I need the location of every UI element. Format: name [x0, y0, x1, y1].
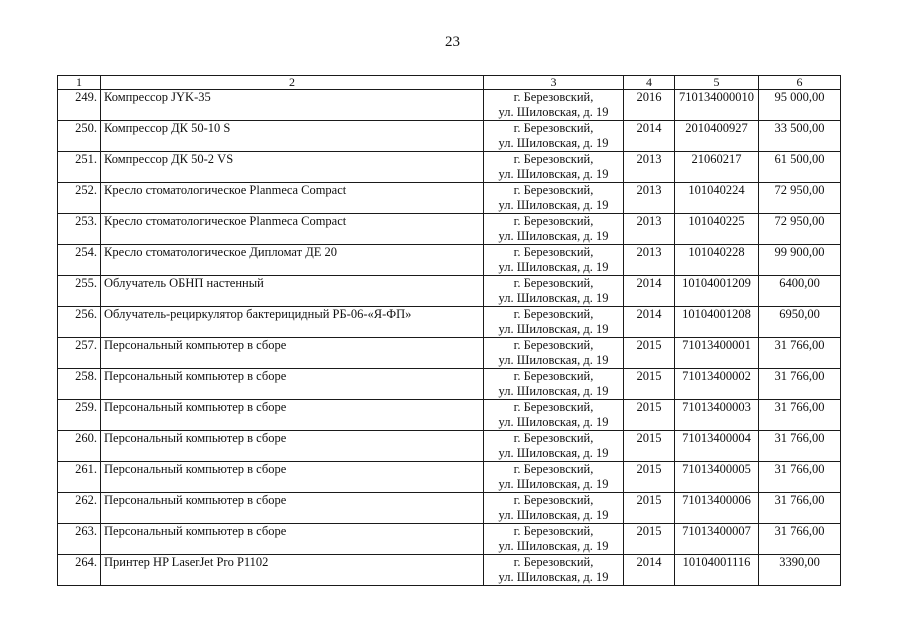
- item-inventory-number: 71013400002: [675, 369, 759, 400]
- address-city: г. Березовский,: [513, 493, 594, 507]
- item-cost: 72 950,00: [759, 183, 841, 214]
- item-year: 2013: [624, 214, 675, 245]
- table-row: [58, 276, 841, 307]
- item-address: [484, 245, 624, 276]
- address-city: г. Березовский,: [513, 431, 594, 445]
- address-street: ул. Шиловская, д. 19: [498, 167, 609, 181]
- item-name: Облучатель-рециркулятор бактерицидный РБ-06-«Я-ФП»: [101, 307, 484, 338]
- item-year: 2013: [624, 245, 675, 276]
- item-cost: 31 766,00: [759, 462, 841, 493]
- header-cell-2: 2: [101, 76, 484, 90]
- item-year: 2015: [624, 338, 675, 369]
- address-city: г. Березовский,: [513, 338, 594, 352]
- item-cost: 61 500,00: [759, 152, 841, 183]
- header-cell-1: 1: [58, 76, 101, 90]
- item-year: 2016: [624, 90, 675, 121]
- item-inventory-number: 71013400007: [675, 524, 759, 555]
- item-year: 2014: [624, 121, 675, 152]
- item-address: [484, 183, 624, 214]
- row-number: 261.: [58, 462, 101, 493]
- table-body: [58, 76, 841, 586]
- item-inventory-number: 71013400001: [675, 338, 759, 369]
- address-street: ул. Шиловская, д. 19: [498, 508, 609, 522]
- item-name: Персональный компьютер в сборе: [101, 400, 484, 431]
- item-cost: 31 766,00: [759, 369, 841, 400]
- item-year: 2015: [624, 524, 675, 555]
- row-number: 254.: [58, 245, 101, 276]
- item-name: Компрессор ДК 50-2 VS: [101, 152, 484, 183]
- table-row: [58, 214, 841, 245]
- item-name: Персональный компьютер в сборе: [101, 524, 484, 555]
- table-row: [58, 338, 841, 369]
- item-inventory-number: 10104001209: [675, 276, 759, 307]
- item-inventory-number: 10104001208: [675, 307, 759, 338]
- item-name: Кресло стоматологическое Planmeca Compact: [101, 214, 484, 245]
- address-street: ул. Шиловская, д. 19: [498, 322, 609, 336]
- row-number: 257.: [58, 338, 101, 369]
- item-address: [484, 400, 624, 431]
- row-number: 252.: [58, 183, 101, 214]
- item-cost: 6400,00: [759, 276, 841, 307]
- table-row: [58, 183, 841, 214]
- address-city: г. Березовский,: [513, 121, 594, 135]
- item-name: Персональный компьютер в сборе: [101, 462, 484, 493]
- address-city: г. Березовский,: [513, 276, 594, 290]
- item-inventory-number: 71013400006: [675, 493, 759, 524]
- item-name: Компрессор JYK-35: [101, 90, 484, 121]
- table-row: [58, 555, 841, 586]
- address-city: г. Березовский,: [513, 307, 594, 321]
- item-cost: 99 900,00: [759, 245, 841, 276]
- address-street: ул. Шиловская, д. 19: [498, 446, 609, 460]
- item-address: [484, 307, 624, 338]
- address-street: ул. Шиловская, д. 19: [498, 260, 609, 274]
- item-address: [484, 90, 624, 121]
- address-city: г. Березовский,: [513, 462, 594, 476]
- item-name: Персональный компьютер в сборе: [101, 369, 484, 400]
- address-street: ул. Шиловская, д. 19: [498, 353, 609, 367]
- table-row: [58, 431, 841, 462]
- address-city: г. Березовский,: [513, 152, 594, 166]
- item-address: [484, 276, 624, 307]
- address-city: г. Березовский,: [513, 214, 594, 228]
- item-name: Персональный компьютер в сборе: [101, 493, 484, 524]
- item-name: Компрессор ДК 50-10 S: [101, 121, 484, 152]
- item-year: 2013: [624, 152, 675, 183]
- table-row: [58, 307, 841, 338]
- item-inventory-number: 101040225: [675, 214, 759, 245]
- row-number: 250.: [58, 121, 101, 152]
- item-name: Персональный компьютер в сборе: [101, 338, 484, 369]
- item-cost: 3390,00: [759, 555, 841, 586]
- item-year: 2015: [624, 431, 675, 462]
- item-name: Облучатель ОБНП настенный: [101, 276, 484, 307]
- inventory-table: [57, 75, 841, 586]
- header-cell-5: 5: [675, 76, 759, 90]
- address-street: ул. Шиловская, д. 19: [498, 229, 609, 243]
- row-number: 251.: [58, 152, 101, 183]
- address-street: ул. Шиловская, д. 19: [498, 539, 609, 553]
- address-city: г. Березовский,: [513, 369, 594, 383]
- item-name: Принтер HP LaserJet Pro P1102: [101, 555, 484, 586]
- item-inventory-number: 101040224: [675, 183, 759, 214]
- address-street: ул. Шиловская, д. 19: [498, 384, 609, 398]
- item-year: 2014: [624, 276, 675, 307]
- header-cell-3: 3: [484, 76, 624, 90]
- item-inventory-number: 101040228: [675, 245, 759, 276]
- row-number: 263.: [58, 524, 101, 555]
- item-address: [484, 524, 624, 555]
- table-row: [58, 524, 841, 555]
- item-year: 2015: [624, 493, 675, 524]
- row-number: 262.: [58, 493, 101, 524]
- item-year: 2015: [624, 462, 675, 493]
- item-inventory-number: 10104001116: [675, 555, 759, 586]
- item-name: Кресло стоматологическое Planmeca Compact: [101, 183, 484, 214]
- row-number: 255.: [58, 276, 101, 307]
- table-header-row: [58, 76, 841, 90]
- item-address: [484, 214, 624, 245]
- header-cell-6: 6: [759, 76, 841, 90]
- address-city: г. Березовский,: [513, 400, 594, 414]
- item-cost: 6950,00: [759, 307, 841, 338]
- address-city: г. Березовский,: [513, 245, 594, 259]
- row-number: 259.: [58, 400, 101, 431]
- row-number: 249.: [58, 90, 101, 121]
- item-cost: 31 766,00: [759, 524, 841, 555]
- item-year: 2015: [624, 400, 675, 431]
- item-inventory-number: 71013400005: [675, 462, 759, 493]
- address-city: г. Березовский,: [513, 555, 594, 569]
- item-year: 2013: [624, 183, 675, 214]
- page-number: 23: [445, 34, 460, 50]
- item-address: [484, 338, 624, 369]
- item-address: [484, 555, 624, 586]
- address-street: ул. Шиловская, д. 19: [498, 136, 609, 150]
- table-row: [58, 462, 841, 493]
- item-address: [484, 462, 624, 493]
- table-row: [58, 400, 841, 431]
- item-cost: 31 766,00: [759, 431, 841, 462]
- item-inventory-number: 710134000010: [675, 90, 759, 121]
- address-city: г. Березовский,: [513, 524, 594, 538]
- item-address: [484, 431, 624, 462]
- item-name: Персональный компьютер в сборе: [101, 431, 484, 462]
- item-year: 2015: [624, 369, 675, 400]
- address-street: ул. Шиловская, д. 19: [498, 415, 609, 429]
- address-street: ул. Шиловская, д. 19: [498, 477, 609, 491]
- table-row: [58, 90, 841, 121]
- row-number: 258.: [58, 369, 101, 400]
- item-cost: 72 950,00: [759, 214, 841, 245]
- address-street: ул. Шиловская, д. 19: [498, 291, 609, 305]
- item-cost: 95 000,00: [759, 90, 841, 121]
- item-inventory-number: 2010400927: [675, 121, 759, 152]
- header-cell-4: 4: [624, 76, 675, 90]
- row-number: 260.: [58, 431, 101, 462]
- item-address: [484, 121, 624, 152]
- item-cost: 31 766,00: [759, 400, 841, 431]
- item-year: 2014: [624, 307, 675, 338]
- table-row: [58, 245, 841, 276]
- item-address: [484, 152, 624, 183]
- item-address: [484, 369, 624, 400]
- address-street: ул. Шиловская, д. 19: [498, 105, 609, 119]
- table-row: [58, 493, 841, 524]
- row-number: 253.: [58, 214, 101, 245]
- address-city: г. Березовский,: [513, 90, 594, 104]
- address-city: г. Березовский,: [513, 183, 594, 197]
- table-row: [58, 121, 841, 152]
- item-inventory-number: 21060217: [675, 152, 759, 183]
- table-row: [58, 369, 841, 400]
- table-row: [58, 152, 841, 183]
- row-number: 256.: [58, 307, 101, 338]
- item-name: Кресло стоматологическое Дипломат ДЕ 20: [101, 245, 484, 276]
- item-cost: 31 766,00: [759, 493, 841, 524]
- item-inventory-number: 71013400003: [675, 400, 759, 431]
- item-cost: 33 500,00: [759, 121, 841, 152]
- address-street: ул. Шиловская, д. 19: [498, 570, 609, 584]
- item-year: 2014: [624, 555, 675, 586]
- item-address: [484, 493, 624, 524]
- item-cost: 31 766,00: [759, 338, 841, 369]
- address-street: ул. Шиловская, д. 19: [498, 198, 609, 212]
- row-number: 264.: [58, 555, 101, 586]
- item-inventory-number: 71013400004: [675, 431, 759, 462]
